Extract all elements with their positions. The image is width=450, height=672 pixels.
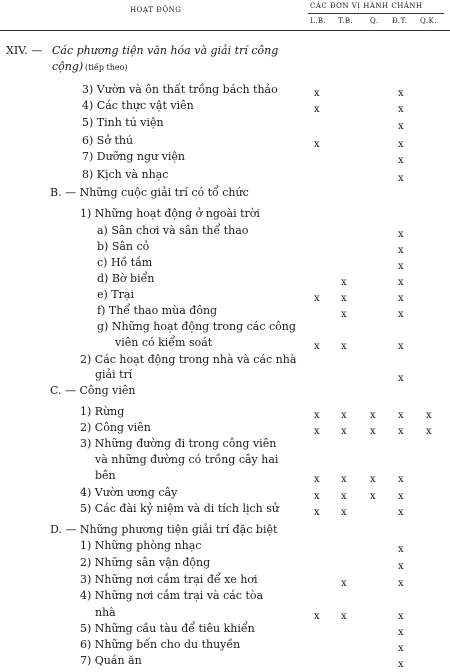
table-row-label: 8) Kịch và nhạc <box>82 168 169 181</box>
table-row-label: 4) Vườn ương cây <box>80 486 178 499</box>
table-cell-mark: x <box>398 277 404 288</box>
section-title-line2: cộng) <box>52 60 84 73</box>
table-row-label: e) Trại <box>97 288 134 301</box>
table-row-label: 7) Quán ăn <box>80 654 142 667</box>
table-cell-mark: x <box>370 426 376 437</box>
section-title-line1: Các phương tiện văn hóa và giải trí công <box>52 44 279 57</box>
table-cell-mark: x <box>398 104 404 115</box>
table-row-label: 4) Các thực vật viên <box>82 99 194 112</box>
table-cell-mark: x <box>370 491 376 502</box>
table-row-label: 2) Những sân vận động <box>80 556 211 569</box>
table-cell-mark: x <box>341 491 347 502</box>
col-q-header: Q. <box>370 17 379 25</box>
section-continued-note: (tiếp theo) <box>85 63 128 72</box>
table-cell-mark: x <box>314 341 320 352</box>
table-row-label: 3) Vườn và ôn thất trồng bách thảo <box>82 83 278 96</box>
table-row-label: 6) Những bến cho du thuyền <box>80 638 241 651</box>
table-row-label: 5) Tinh tú viện <box>82 116 164 129</box>
table-row-label: 3) Những nơi cắm trại để xe hơi <box>80 573 258 586</box>
table-cell-mark: x <box>341 277 347 288</box>
table-row-label: 1) Rừng <box>80 405 125 418</box>
table-row-label: 5) Các đài kỷ niệm và di tích lịch sử <box>80 502 279 515</box>
table-cell-mark: x <box>314 491 320 502</box>
table-cell-mark: x <box>398 561 404 572</box>
table-cell-mark: x <box>341 309 347 320</box>
table-row-label: giải trí <box>95 368 133 381</box>
table-cell-mark: x <box>370 410 376 421</box>
table-cell-mark: x <box>398 121 404 132</box>
table-cell-mark: x <box>398 245 404 256</box>
units-header-rule <box>308 13 444 14</box>
table-cell-mark: x <box>426 410 432 421</box>
table-cell-mark: x <box>314 507 320 518</box>
table-cell-mark: x <box>398 261 404 272</box>
table-row-label: nhà <box>95 606 116 619</box>
table-cell-mark: x <box>314 611 320 622</box>
table-row-label: bên <box>95 469 116 482</box>
table-row-label: c) Hồ tắm <box>97 256 153 269</box>
table-cell-mark: x <box>398 578 404 589</box>
table-cell-mark: x <box>341 341 347 352</box>
table-cell-mark: x <box>398 293 404 304</box>
table-cell-mark: x <box>314 139 320 150</box>
col-lb-header: L.B. <box>310 17 327 25</box>
table-cell-mark: x <box>398 373 404 384</box>
table-cell-mark: x <box>341 293 347 304</box>
col-tb-header: T.B. <box>338 17 354 25</box>
table-row-label: 4) Những nơi cắm trại và các tòa <box>80 589 264 602</box>
table-row-label: 7) Dưỡng ngư viện <box>82 150 185 163</box>
table-cell-mark: x <box>398 155 404 166</box>
table-cell-mark: x <box>398 139 404 150</box>
table-cell-mark: x <box>398 426 404 437</box>
table-row-label: 1) Những phòng nhạc <box>80 539 202 552</box>
table-cell-mark: x <box>398 491 404 502</box>
table-cell-mark: x <box>398 659 404 670</box>
table-row-label: và những đường có trồng cây hai <box>95 453 279 466</box>
table-cell-mark: x <box>314 474 320 485</box>
table-row-label: 1) Những hoạt động ở ngoài trời <box>80 207 260 220</box>
table-cell-mark: x <box>341 578 347 589</box>
table-cell-mark: x <box>314 104 320 115</box>
col-dt-header: Đ.T. <box>392 17 408 25</box>
table-row-label: 2) Công viên <box>80 421 151 434</box>
table-cell-mark: x <box>398 611 404 622</box>
table-row-label: g) Những hoạt động trong các công <box>97 320 296 333</box>
table-cell-mark: x <box>398 544 404 555</box>
table-row-label: 2) Các hoạt động trong nhà và các nhà <box>80 353 297 366</box>
table-cell-mark: x <box>341 474 347 485</box>
table-cell-mark: x <box>398 173 404 184</box>
table-cell-mark: x <box>398 627 404 638</box>
table-row-label: b) Sân cỏ <box>97 240 150 253</box>
table-cell-mark: x <box>341 410 347 421</box>
table-cell-mark: x <box>314 426 320 437</box>
table-cell-mark: x <box>398 507 404 518</box>
table-cell-mark: x <box>398 229 404 240</box>
table-cell-mark: x <box>314 410 320 421</box>
table-cell-mark: x <box>398 309 404 320</box>
table-cell-mark: x <box>398 643 404 654</box>
table-cell-mark: x <box>314 88 320 99</box>
table-cell-mark: x <box>370 474 376 485</box>
table-cell-mark: x <box>341 507 347 518</box>
table-cell-mark: x <box>426 426 432 437</box>
col-qk-header: Q.K. <box>420 17 438 25</box>
section-number: XIV. — <box>6 44 43 57</box>
table-row-label: a) Sân chơi và sân thể thao <box>97 224 249 237</box>
table-cell-mark: x <box>314 293 320 304</box>
table-row-label: d) Bờ biển <box>97 272 155 285</box>
table-row-label: 6) Sở thú <box>82 134 134 147</box>
table-row-label: C. — Công viên <box>50 384 136 397</box>
table-row-label: D. — Những phương tiện giải trí đặc biệt <box>50 523 278 536</box>
header-bottom-rule <box>0 30 450 31</box>
table-row-label: 3) Những đường đi trong công viên <box>80 437 277 450</box>
table-cell-mark: x <box>398 88 404 99</box>
activity-column-header: HOẠT ĐỘNG <box>130 6 182 14</box>
table-row-label: viên có kiểm soát <box>115 336 213 349</box>
admin-units-header: CÁC ĐƠN VỊ HÀNH CHÁNH <box>310 2 423 10</box>
table-row-label: B. — Những cuộc giải trí có tổ chức <box>50 186 249 199</box>
table-cell-mark: x <box>398 474 404 485</box>
table-cell-mark: x <box>341 426 347 437</box>
table-cell-mark: x <box>341 611 347 622</box>
table-cell-mark: x <box>398 341 404 352</box>
table-row-label: 5) Những cầu tàu để tiêu khiển <box>80 622 255 635</box>
table-cell-mark: x <box>398 410 404 421</box>
table-row-label: f) Thể thao mùa đông <box>97 304 218 317</box>
